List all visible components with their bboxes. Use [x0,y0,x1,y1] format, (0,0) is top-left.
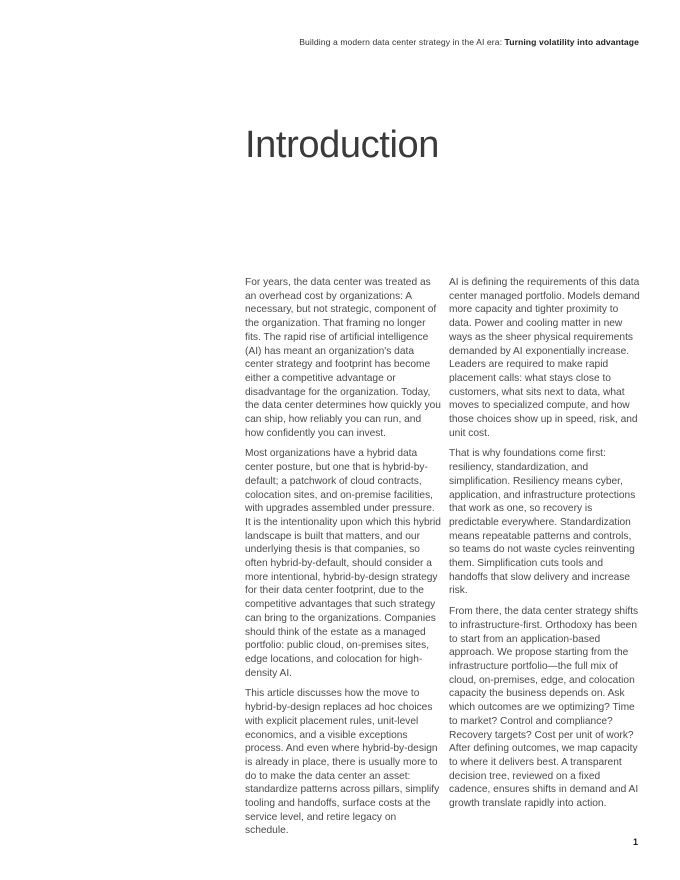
running-header-emphasis: Turning volatility into advantage [504,37,639,47]
page-title: Introduction [245,124,440,166]
left-column [245,276,441,845]
right-paragraph-2: That is why foundations come first: resiliency, standardization, and simplification. Resiliency means cyber, application, and infrastructure protections that work as one, so recovery is predictable everywhere. Standardization means repeatable patterns and controls, so teams do not waste cycles reinventing them. Simplification cuts tools and handoffs that slow delivery and increase risk. [449,448,636,597]
page-number: 1 [632,837,638,847]
running-header-prefix: Building a modern data center strategy in the AI era: [299,37,505,47]
left-paragraph-2: Most organizations have a hybrid data center posture, but one that is hybrid-by-default; a patchwork of cloud contracts, colocation sites, and on-premise facilities, with upgrades assembled under pressure. It is the intentionality upon which this hybrid landscape is built that matters, and our underlying thesis is that companies, so often hybrid-by-default, should consider a more intentional, hybrid-by-design strategy for their data center footprint, due to the competitive advantages that such strategy can bring to the organizations. Companies should think of the estate as a managed portfolio: public cloud, on-premises sites, edge locations, and colocation for high-density AI. [245,448,441,679]
left-paragraph-3: This article discusses how the move to hybrid-by-design replaces ad hoc choices with explicit placement rules, unit-level economics, and a visible exceptions process. And even where hybrid-by-design is already in place, there is usually more to do to make the data center an asset: standardize patterns across pillars, simplify tooling and handoffs, surface costs at the service level, and retire legacy on schedule. [245,688,440,837]
right-column [449,276,641,818]
running-header [299,37,639,47]
right-paragraph-1: AI is defining the requirements of this data center managed portfolio. Models demand more capacity and tighter proximity to data. Power and cooling matter in new ways as the sheer physical requirements demanded by AI exponentially increase. Leaders are required to make rapid placement calls: what stays close to customers, what sits next to data, what moves to specialized compute, and how those choices show up in speed, risk, and unit cost. [449,277,640,439]
left-paragraph-1: For years, the data center was treated as an overhead cost by organizations: A necessary, but not strategic, component of the organization. That framing no longer fits. The rapid rise of artificial intelligence (AI) has meant an organization's data center strategy and footprint has become either a competitive advantage or disadvantage for the organization. Today, the data center determines how quickly you can ship, how reliably you can run, and how confidently you can invest. [245,277,441,439]
right-paragraph-3: From there, the data center strategy shifts to infrastructure-first. Orthodoxy has been to start from an application-based approach. We propose starting from the infrastructure portfolio—the full mix of cloud, on-premises, edge, and colocation capacity the business depends on. Ask which outcomes are we optimizing? Time to market? Control and compliance? Recovery targets? Cost per unit of work? After defining outcomes, we map capacity to where it delivers best. A transparent decision tree, reviewed on a fixed cadence, ensures shifts in demand and AI growth translate rapidly into action. [449,606,639,810]
